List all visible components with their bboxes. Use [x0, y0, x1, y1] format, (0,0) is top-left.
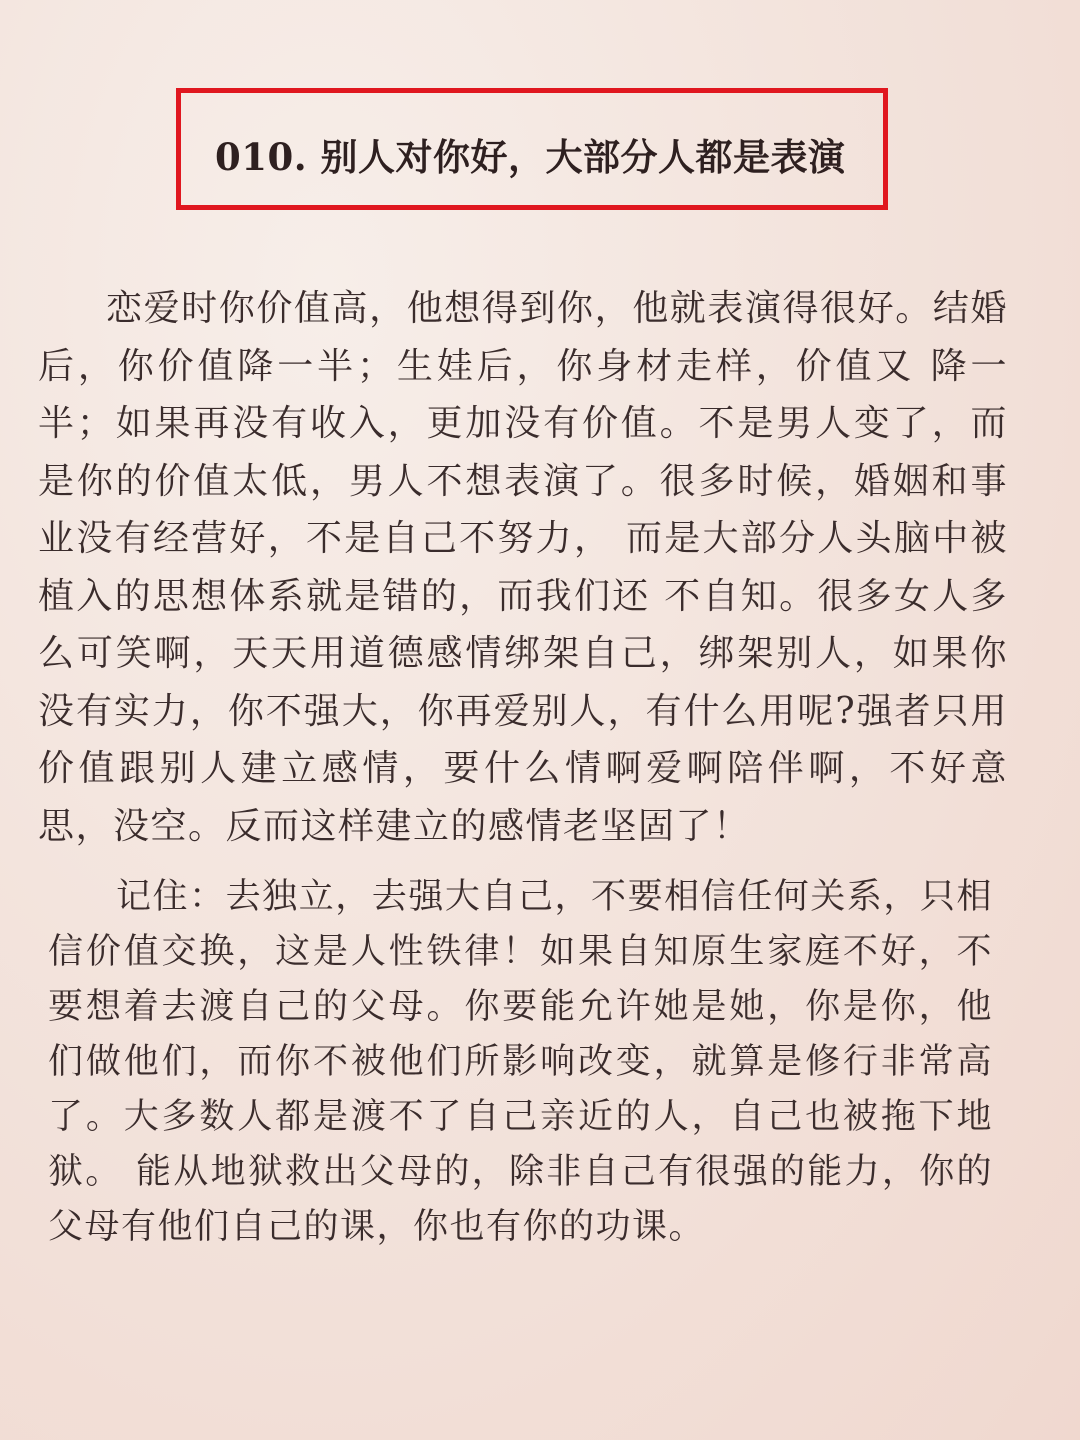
- body-paragraph-1: 恋爱时你价值高，他想得到你，他就表演得很好。结婚后，你价值降一半；生娃后，你身材走样，价值又 降一半；如果再没有收入，更加没有价值。不是男人变了，而是你的价值太低，男人不想表演了。很多时候，婚姻和事业没有经营好，不是自己不努力， 而是大部分人头脑中被植入的思想体系就是错的，而我们还 不自知。很多女人多么可笑啊，天天用道德感情绑架自己，绑架别人，如果你没有实力，你不强大，你再爱别人，有什么用呢?强者只用价值跟别人建立感情，要什么情啊爱啊陪伴啊，不好意思，没空。反而这样建立的感情老坚固了！: [38, 288, 1008, 847]
- section-title: 010. 别人对你好，大部分人都是表演: [215, 135, 846, 179]
- title-highlight-frame: [176, 88, 888, 210]
- body-paragraph-2: 记住：去独立，去强大自己，不要相信任何关系，只相信价值交换，这是人性铁律！如果自知原生家庭不好，不要想着去渡自己的父母。你要能允许她是她，你是你，他们做他们，而你不被他们所影响改变，就算是修行非常高了。大多数人都是渡不了自己亲近的人，自己也被拖下地狱。 能从地狱救出父母的，除非自己有很强的能力，你的父母有他们自己的课，你也有你的功课。: [48, 877, 993, 1247]
